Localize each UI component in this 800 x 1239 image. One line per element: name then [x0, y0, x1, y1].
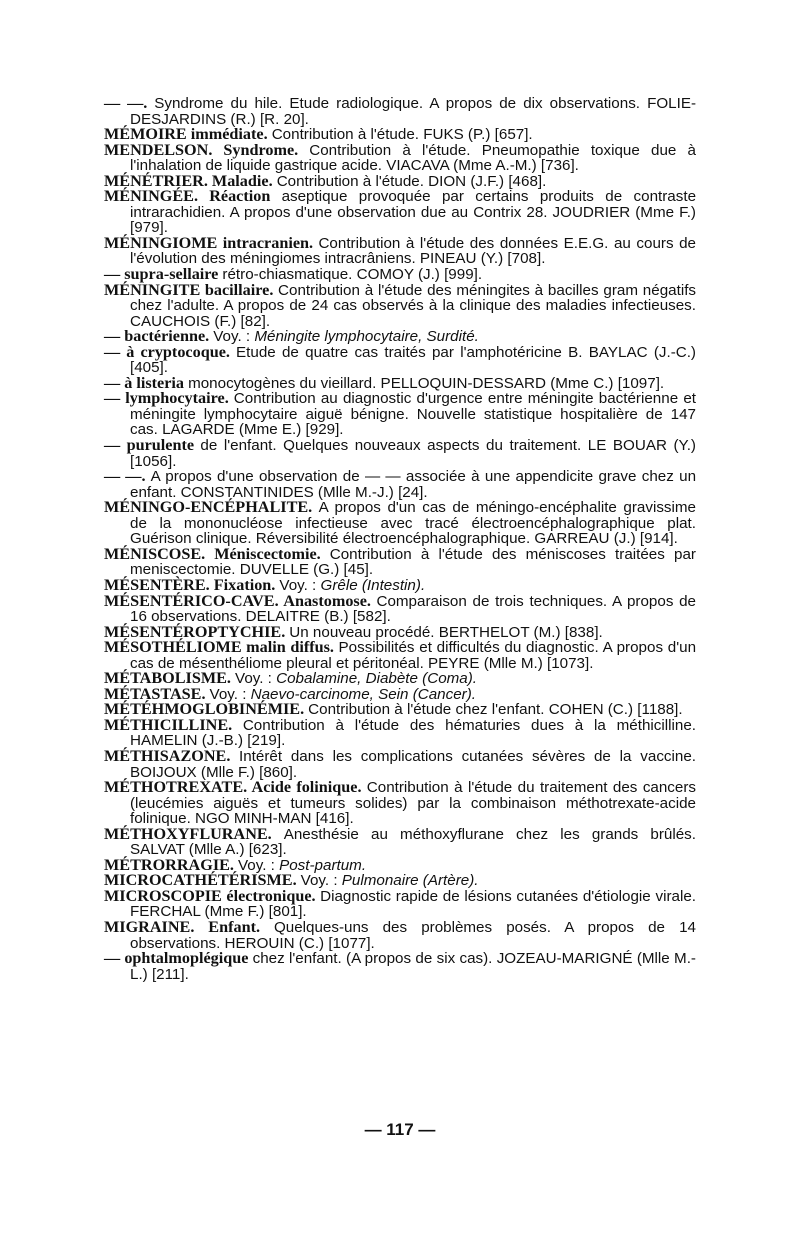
entry-heading: MÉTHICILLINE. [104, 715, 233, 734]
entry-text: Voy. : [235, 670, 277, 688]
entry-text: Contribution à l'étude. FUKS (P.) [657]. [271, 126, 533, 144]
index-entry [104, 780, 696, 827]
entry-text: Contribution à l'étude des méniscoses traitées par meniscectomie. DUVELLE (G.) [45]. [130, 545, 696, 579]
entry-text: rétro-chiasmatique. COMOY (J.) [999]. [222, 266, 483, 284]
index-entry [104, 591, 696, 626]
entry-heading: — à listeria [104, 373, 185, 392]
index-entries [104, 96, 696, 982]
index-entry [104, 96, 696, 127]
entry-see-also: Méningite lymphocytaire, Surdité. [254, 328, 479, 346]
entry-heading: MÉTABOLISME. [104, 669, 231, 688]
entry-see-also: Cobalamine, Diabète (Coma). [276, 670, 478, 688]
entry-heading: MENDELSON. Syndrome. [104, 140, 299, 159]
index-entry [104, 280, 697, 330]
index-entry [104, 544, 696, 579]
entry-text: Voy. : [209, 685, 251, 703]
entry-heading: MÉSENTÉROPTYCHIE. [104, 622, 286, 641]
entry-heading: MÉTRORRAGIE. [104, 855, 234, 874]
index-entry [104, 640, 696, 671]
entry-heading: MÉTHISAZONE. [104, 746, 231, 765]
entry-heading: — ophtalmoplégique [104, 949, 249, 968]
entry-heading: — à cryptocoque. [104, 342, 230, 361]
page-number: — 117 — [364, 1120, 436, 1139]
entry-text: A propos d'un cas de méningo-encéphalite gravissime de la mononucléose infectieuse avec tracé électroencéphalographique plat. Guérison clinique. Réversibilité électroencéphalographique. GARREAU (J.) [914]. [130, 499, 696, 548]
index-entry [104, 746, 696, 781]
entry-text: Anesthésie au méthoxyflurane chez les grands brûlés. SALVAT (Mlle A.) [623]. [130, 825, 696, 859]
entry-heading: MÉSENTÉRICO-CAVE. Anastomose. [104, 591, 371, 610]
index-entry [104, 140, 696, 175]
index-entry [104, 500, 696, 547]
index-entry [104, 824, 696, 859]
entry-see-also: Post-partum. [279, 856, 367, 874]
entry-heading: MICROSCOPIE électronique. [104, 886, 316, 905]
index-entry [104, 233, 696, 268]
entry-heading: — supra-sellaire [104, 265, 219, 284]
index-entry [104, 342, 696, 377]
entry-text: chez l'enfant. (A propos de six cas). JOZEAU-MARIGNÉ (Mlle M.-L.) [211]. [130, 950, 696, 983]
entry-text: Possibilités et difficultés du diagnostic. A propos d'un cas de mésenthéliome pleural et péritonéal. PEYRE (Mlle M.) [1073]. [130, 639, 697, 672]
entry-text: Contribution à l'étude des hématuries dues à la méthicilline. HAMELIN (J.-B.) [219]. [130, 716, 697, 750]
entry-heading: MÉTÉHMOGLOBINÉMIE. [104, 700, 305, 719]
entry-text: Voy. : [300, 872, 342, 890]
index-entry [104, 715, 697, 750]
entry-text: aseptique provoquée par certains produits de contraste intrarachidien. A propos d'une observation due au Contrix 28. JOUDRIER (Mme F.) [979]. [130, 188, 697, 237]
entry-heading: MÉTASTASE. [104, 684, 206, 703]
entry-text: Contribution à l'étude des méningites à bacilles gram négatifs chez l'adulte. A propos de 24 cas observés à la clinique des maladies infectieuses. CAUCHOIS (F.) [82]. [130, 281, 697, 330]
entry-heading: MÉNÉTRIER. Maladie. [104, 171, 273, 190]
entry-text: Etude de quatre cas traités par l'amphotéricine B. BAYLAC (J.-C.) [405]. [130, 343, 696, 377]
entry-heading: MÉTHOXYFLURANE. [104, 824, 272, 843]
entry-text: A propos d'une observation de — — associée à une appendicite grave chez un enfant. CONSTANTINIDES (Mlle M.-J.) [24]. [130, 468, 697, 501]
entry-heading: MÉMOIRE immédiate. [104, 125, 268, 144]
entry-heading: — lymphocytaire. [104, 389, 229, 408]
entry-text: Un nouveau procédé. BERTHELOT (M.) [838]. [289, 623, 603, 641]
entry-text: Voy. : [279, 576, 321, 594]
entry-text: Contribution à l'étude chez l'enfant. COHEN (C.) [1188]. [308, 701, 683, 719]
entry-heading: MÉNINGÉE. Réaction [104, 187, 271, 206]
entry-heading: — —. [104, 467, 146, 486]
entry-text: de l'enfant. Quelques nouveaux aspects du traitement. LE BOUAR (Y.) [1056]. [130, 437, 696, 470]
entry-heading: — —. [104, 94, 148, 112]
entry-heading: MIGRAINE. Enfant. [104, 917, 261, 936]
entry-heading: MÉNINGIOME intracranien. [104, 233, 314, 252]
entry-text: Contribution à l'étude du traitement des cancers (leucémies aiguës et tumeurs solides) par la combinaison méthotrexate-acide folinique. NGO MINH-MAN [416]. [130, 779, 696, 828]
entry-text: Voy. : [213, 328, 255, 346]
entry-see-also: Pulmonaire (Artère). [341, 872, 479, 890]
entry-text: Syndrome du hile. Etude radiologique. A propos de dix observations. FOLIE-DESJARDINS (R.) [R. 20]. [130, 95, 697, 128]
entry-text: Voy. : [238, 856, 280, 874]
entry-text: Contribution à l'étude des données E.E.G. au cours de l'évolution des méningiomes intracrâniens. PINEAU (Y.) [708]. [130, 234, 696, 268]
entry-text: Contribution à l'étude. Pneumopathie toxique due à l'inhalation de liquide gastrique acide. VIACAVA (Mme A.-M.) [736]. [130, 141, 696, 175]
entry-heading: MÉTHOTREXATE. Acide folinique. [104, 778, 362, 797]
index-entry [104, 438, 696, 469]
entry-text: Contribution à l'étude. DION (J.F.) [468]. [276, 172, 547, 190]
entry-heading: MÉNINGO-ENCÉPHALITE. [104, 498, 313, 517]
entry-heading: MÉSENTÈRE. Fixation. [104, 575, 276, 594]
entry-heading: MICROCATHÉTÉRISME. [104, 871, 297, 890]
entry-text: Diagnostic rapide de lésions cutanées d'étiologie virale. FERCHAL (Mme F.) [801]. [130, 887, 697, 921]
index-entry [104, 917, 696, 952]
entry-text: Intérêt dans les complications cutanées sévères de la vaccine. BOIJOUX (Mlle F.) [860]. [130, 747, 696, 781]
entry-text: Contribution au diagnostic d'urgence entre méningite bactérienne et méningite lymphocytaire aiguë bénigne. Nouvelle statistique hospitalière de 147 cas. LAGARDE (Mme E.) [929]. [130, 390, 696, 439]
index-entry [104, 469, 696, 500]
entry-heading: — purulente [104, 436, 195, 455]
entry-see-also: Naevo-carcinome, Sein (Cancer). [250, 685, 477, 703]
entry-text: Quelques-uns des problèmes posés. A propos de 14 observations. HEROUIN (C.) [1077]. [130, 918, 696, 952]
index-entry [104, 391, 696, 438]
index-entry [104, 189, 696, 236]
entry-heading: MÉSOTHÉLIOME malin diffus. [104, 638, 334, 657]
entry-see-also: Grêle (Intestin). [320, 576, 426, 594]
entry-heading: MÉNISCOSE. Méniscectomie. [104, 544, 321, 563]
entry-heading: — bactérienne. [104, 327, 210, 346]
index-entry [104, 951, 696, 982]
entry-text: monocytogènes du vieillard. PELLOQUIN-DESSARD (Mme C.) [1097]. [188, 374, 665, 392]
entry-heading: MÉNINGITE bacillaire. [104, 280, 274, 299]
entry-text: Comparaison de trois techniques. A propos de 16 observations. DELAITRE (B.) [582]. [130, 592, 696, 626]
index-entry [104, 886, 697, 921]
